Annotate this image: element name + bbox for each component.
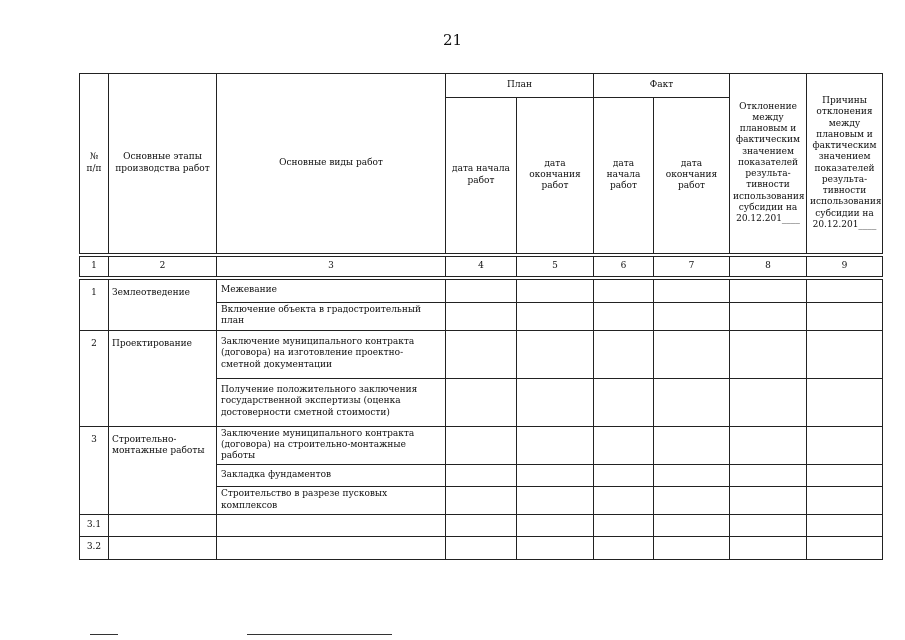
cell-deviation[interactable] xyxy=(730,465,807,487)
header-reasons: Причины отклонения между плановым и фактическим значением показателей результа- тивности использования субсидии на 20.12.201____ xyxy=(807,74,883,254)
cell-reasons[interactable] xyxy=(807,465,883,487)
cell-reasons[interactable] xyxy=(807,280,883,303)
cell-fact-start[interactable] xyxy=(594,426,654,465)
column-number: 3 xyxy=(217,257,446,277)
column-number: 5 xyxy=(517,257,594,277)
column-number: 2 xyxy=(109,257,217,277)
cell-fact-start[interactable] xyxy=(594,465,654,487)
header-plan-start: дата начала работ xyxy=(446,98,517,254)
cell-plan-end[interactable] xyxy=(517,514,594,536)
cell-reasons[interactable] xyxy=(807,514,883,536)
row-number: 3 xyxy=(80,426,109,514)
header-deviation: Отклонение между плановым и фактическим значением показателей результа- тивности использования субсидии на 20.12.201____ xyxy=(730,74,807,254)
cell-fact-end[interactable] xyxy=(654,487,730,515)
cell-deviation[interactable] xyxy=(730,330,807,378)
cell-reasons[interactable] xyxy=(807,487,883,515)
cell-deviation[interactable] xyxy=(730,487,807,515)
row-stage: Строительно-монтажные работы xyxy=(109,426,217,514)
table-row xyxy=(80,280,883,303)
cell-deviation[interactable] xyxy=(730,303,807,331)
column-number-row xyxy=(80,257,883,277)
footer-line xyxy=(247,634,392,635)
cell-fact-end[interactable] xyxy=(654,536,730,559)
row-work: Заключение муниципального контракта (договора) на строительно-монтажные работы xyxy=(217,426,446,465)
cell-plan-end[interactable] xyxy=(517,280,594,303)
row-stage[interactable] xyxy=(109,536,217,559)
row-work: Закладка фундаментов xyxy=(217,465,446,487)
header-fact: Факт xyxy=(594,74,730,98)
cell-fact-start[interactable] xyxy=(594,330,654,378)
report-table-container xyxy=(79,73,883,560)
row-work[interactable] xyxy=(217,514,446,536)
header-plan-end: дата окончания работ xyxy=(517,98,594,254)
cell-plan-end[interactable] xyxy=(517,487,594,515)
cell-fact-end[interactable] xyxy=(654,280,730,303)
cell-fact-end[interactable] xyxy=(654,303,730,331)
column-number: 4 xyxy=(446,257,517,277)
column-number: 7 xyxy=(654,257,730,277)
cell-fact-start[interactable] xyxy=(594,487,654,515)
work-schedule-table xyxy=(79,73,883,560)
column-number: 9 xyxy=(807,257,883,277)
cell-plan-end[interactable] xyxy=(517,303,594,331)
table-row xyxy=(80,514,883,536)
cell-plan-start[interactable] xyxy=(446,303,517,331)
cell-plan-start[interactable] xyxy=(446,378,517,426)
row-number: 3.1 xyxy=(80,514,109,536)
cell-plan-start[interactable] xyxy=(446,465,517,487)
row-number: 3.2 xyxy=(80,536,109,559)
header-plan: План xyxy=(446,74,594,98)
row-number: 2 xyxy=(80,330,109,426)
header-stages: Основные этапы производства работ xyxy=(109,74,217,254)
cell-fact-start[interactable] xyxy=(594,378,654,426)
row-work: Заключение муниципального контракта (договора) на изготовление проектно-сметной документации xyxy=(217,330,446,378)
cell-fact-start[interactable] xyxy=(594,514,654,536)
row-work: Включение объекта в градостроительный план xyxy=(217,303,446,331)
cell-reasons[interactable] xyxy=(807,378,883,426)
cell-fact-end[interactable] xyxy=(654,465,730,487)
table-header xyxy=(80,74,883,280)
cell-fact-end[interactable] xyxy=(654,514,730,536)
cell-deviation[interactable] xyxy=(730,514,807,536)
cell-plan-start[interactable] xyxy=(446,487,517,515)
column-number: 6 xyxy=(594,257,654,277)
cell-deviation[interactable] xyxy=(730,378,807,426)
row-work[interactable] xyxy=(217,536,446,559)
cell-plan-end[interactable] xyxy=(517,465,594,487)
footer-line xyxy=(90,634,118,635)
row-number: 1 xyxy=(80,280,109,331)
cell-plan-start[interactable] xyxy=(446,280,517,303)
cell-fact-start[interactable] xyxy=(594,280,654,303)
cell-plan-end[interactable] xyxy=(517,426,594,465)
header-fact-start: дата начала работ xyxy=(594,98,654,254)
header-fact-end: дата окончания работ xyxy=(654,98,730,254)
row-stage[interactable] xyxy=(109,514,217,536)
column-number: 8 xyxy=(730,257,807,277)
cell-deviation[interactable] xyxy=(730,426,807,465)
cell-plan-end[interactable] xyxy=(517,536,594,559)
cell-plan-start[interactable] xyxy=(446,426,517,465)
cell-reasons[interactable] xyxy=(807,303,883,331)
header-works: Основные виды работ xyxy=(217,74,446,254)
column-number: 1 xyxy=(80,257,109,277)
table-row xyxy=(80,330,883,378)
table-body xyxy=(80,280,883,560)
cell-deviation[interactable] xyxy=(730,536,807,559)
cell-plan-end[interactable] xyxy=(517,330,594,378)
cell-fact-start[interactable] xyxy=(594,303,654,331)
cell-deviation[interactable] xyxy=(730,280,807,303)
cell-plan-start[interactable] xyxy=(446,514,517,536)
cell-fact-start[interactable] xyxy=(594,536,654,559)
cell-plan-start[interactable] xyxy=(446,330,517,378)
row-work: Межевание xyxy=(217,280,446,303)
table-row xyxy=(80,426,883,465)
cell-fact-end[interactable] xyxy=(654,330,730,378)
table-row xyxy=(80,536,883,559)
cell-reasons[interactable] xyxy=(807,330,883,378)
header-num: № п/п xyxy=(80,74,109,254)
cell-fact-end[interactable] xyxy=(654,426,730,465)
row-work: Строительство в разрезе пусковых комплексов xyxy=(217,487,446,515)
cell-plan-start[interactable] xyxy=(446,536,517,559)
row-stage: Проектирование xyxy=(109,330,217,426)
cell-fact-end[interactable] xyxy=(654,378,730,426)
row-stage: Землеотведение xyxy=(109,280,217,331)
cell-reasons[interactable] xyxy=(807,426,883,465)
cell-plan-end[interactable] xyxy=(517,378,594,426)
cell-reasons[interactable] xyxy=(807,536,883,559)
page-number: 21 xyxy=(442,31,463,49)
row-work: Получение положительного заключения государственной экспертизы (оценка достоверности сметной стоимости) xyxy=(217,378,446,426)
